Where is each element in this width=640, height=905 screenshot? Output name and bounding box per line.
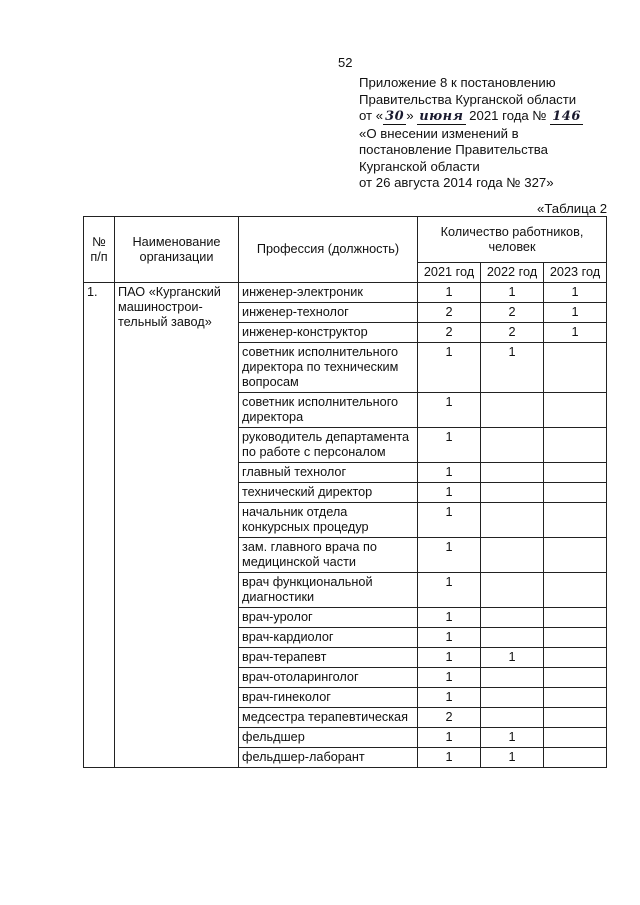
count-2022 <box>481 688 544 708</box>
count-2023 <box>544 608 607 628</box>
profession-cell: фельдшер-лаборант <box>239 748 418 768</box>
header-date-mid: » <box>406 108 414 123</box>
count-2021: 1 <box>418 463 481 483</box>
count-2022 <box>481 608 544 628</box>
table-row <box>84 283 607 303</box>
count-2023 <box>544 463 607 483</box>
count-2021: 1 <box>418 668 481 688</box>
count-2022: 1 <box>481 728 544 748</box>
header-date-prefix: от « <box>359 108 384 123</box>
header-count: Количество работников, человек <box>418 217 607 263</box>
count-2023: 1 <box>544 283 607 303</box>
count-2022 <box>481 393 544 428</box>
count-2023 <box>544 708 607 728</box>
profession-cell: главный технолог <box>239 463 418 483</box>
count-2021: 1 <box>418 503 481 538</box>
header-year-2022: 2022 год <box>481 263 544 283</box>
page-number: 52 <box>338 55 353 70</box>
count-2022 <box>481 708 544 728</box>
count-2022 <box>481 573 544 608</box>
profession-cell: инженер-электроник <box>239 283 418 303</box>
count-2022 <box>481 483 544 503</box>
count-2023 <box>544 538 607 573</box>
profession-cell: врач-отоларинголог <box>239 668 418 688</box>
count-2023 <box>544 648 607 668</box>
count-2022: 1 <box>481 748 544 768</box>
table-body <box>84 283 607 768</box>
count-2023 <box>544 393 607 428</box>
header-line-6: Курганской области <box>359 158 480 174</box>
header-year-2021: 2021 год <box>418 263 481 283</box>
handwritten-month: июня <box>419 109 464 124</box>
header-num: № п/п <box>84 217 115 283</box>
profession-cell: руководитель департамента по работе с персоналом <box>239 428 418 463</box>
handwritten-day: 30 <box>385 109 405 124</box>
count-2021: 1 <box>418 538 481 573</box>
count-2021: 1 <box>418 748 481 768</box>
profession-cell: врач функциональной диагностики <box>239 573 418 608</box>
header-year: 2021 года № <box>469 108 547 123</box>
header-line-3 <box>359 108 629 126</box>
table-caption: «Таблица 2 <box>537 201 608 216</box>
header-year-2023: 2023 год <box>544 263 607 283</box>
count-2023 <box>544 503 607 538</box>
count-2023 <box>544 688 607 708</box>
count-2022: 2 <box>481 323 544 343</box>
count-2023 <box>544 428 607 463</box>
profession-cell: врач-терапевт <box>239 648 418 668</box>
profession-cell: советник исполнительного директора <box>239 393 418 428</box>
profession-cell: советник исполнительного директора по техническим вопросам <box>239 343 418 393</box>
count-2022 <box>481 628 544 648</box>
header-org: Наименование организации <box>115 217 239 283</box>
count-2023 <box>544 668 607 688</box>
count-2022 <box>481 538 544 573</box>
count-2023: 1 <box>544 323 607 343</box>
profession-cell: инженер-технолог <box>239 303 418 323</box>
count-2022: 2 <box>481 303 544 323</box>
count-2023 <box>544 483 607 503</box>
header-line-5: постановление Правительства <box>359 142 548 157</box>
count-2021: 1 <box>418 688 481 708</box>
profession-cell: инженер-конструктор <box>239 323 418 343</box>
count-2022 <box>481 668 544 688</box>
count-2021: 1 <box>418 343 481 393</box>
count-2021: 1 <box>418 283 481 303</box>
count-2021: 1 <box>418 393 481 428</box>
profession-cell: врач-гинеколог <box>239 688 418 708</box>
count-2023 <box>544 573 607 608</box>
count-2021: 2 <box>418 303 481 323</box>
profession-cell: врач-кардиолог <box>239 628 418 648</box>
count-2021: 2 <box>418 708 481 728</box>
handwritten-number: 146 <box>552 109 581 124</box>
count-2021: 1 <box>418 573 481 608</box>
count-2021: 1 <box>418 648 481 668</box>
profession-cell: зам. главного врача по медицинской части <box>239 538 418 573</box>
profession-cell: начальник отдела конкурсных процедур <box>239 503 418 538</box>
count-2021: 1 <box>418 728 481 748</box>
header-line-1: Приложение 8 к постановлению <box>359 75 556 90</box>
count-2022 <box>481 503 544 538</box>
count-2021: 2 <box>418 323 481 343</box>
profession-cell: врач-уролог <box>239 608 418 628</box>
count-2023 <box>544 728 607 748</box>
header-line-7: от 26 августа 2014 года № 327» <box>359 175 554 190</box>
organization-name: ПАО «Курганский машинострои-тельный завод» <box>115 283 239 768</box>
count-2022: 1 <box>481 283 544 303</box>
count-2022: 1 <box>481 648 544 668</box>
row-number: 1. <box>84 283 115 768</box>
header-profession: Профессия (должность) <box>239 217 418 283</box>
workers-table <box>83 216 607 768</box>
count-2021: 1 <box>418 628 481 648</box>
profession-cell: фельдшер <box>239 728 418 748</box>
profession-cell: медсестра терапевтическая <box>239 708 418 728</box>
count-2022: 1 <box>481 343 544 393</box>
count-2023: 1 <box>544 303 607 323</box>
count-2021: 1 <box>418 428 481 463</box>
appendix-header <box>359 75 629 192</box>
header-line-2: Правительства Курганской области <box>359 91 577 107</box>
header-line-4: «О внесении изменений в <box>359 125 519 141</box>
count-2022 <box>481 463 544 483</box>
count-2023 <box>544 343 607 393</box>
count-2022 <box>481 428 544 463</box>
count-2021: 1 <box>418 483 481 503</box>
count-2023 <box>544 748 607 768</box>
count-2021: 1 <box>418 608 481 628</box>
profession-cell: технический директор <box>239 483 418 503</box>
count-2023 <box>544 628 607 648</box>
